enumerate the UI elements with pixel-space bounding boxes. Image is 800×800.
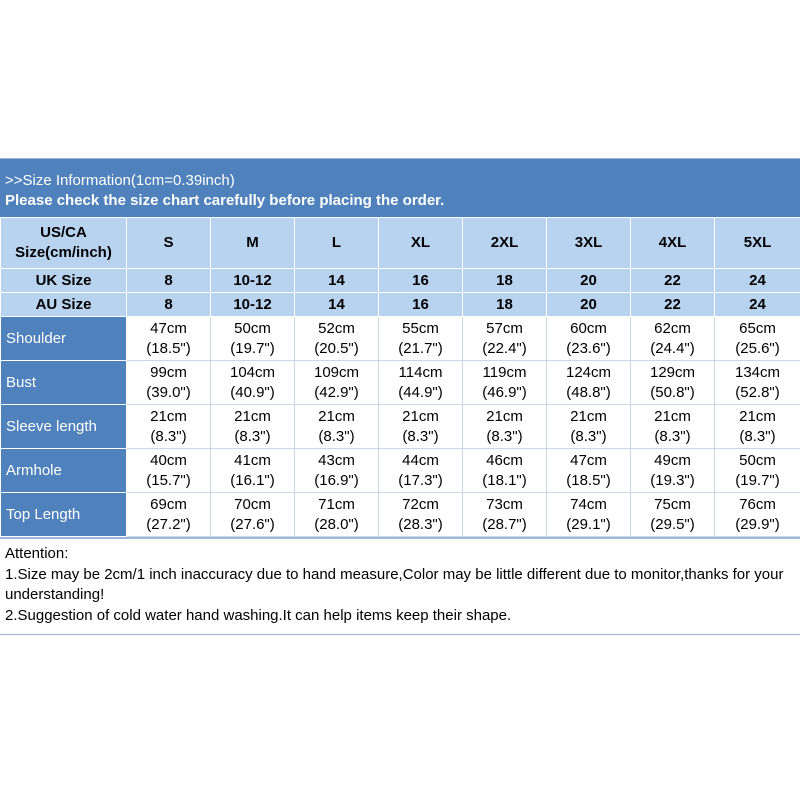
measurement-cell xyxy=(127,493,211,537)
measurement-inch: (42.9") xyxy=(314,383,359,401)
measurement-cell xyxy=(211,361,295,405)
measurement-cm: 21cm xyxy=(402,407,439,425)
measurement-cell xyxy=(463,405,547,449)
size-header-row xyxy=(1,218,800,269)
measurement-cm: 47cm xyxy=(150,319,187,337)
measurement-cm: 74cm xyxy=(570,495,607,513)
measurement-cell xyxy=(295,405,379,449)
measurement-cell xyxy=(295,317,379,361)
measurement-inch: (19.7") xyxy=(735,471,780,489)
measurement-cm: 50cm xyxy=(234,319,271,337)
au-size-value: 14 xyxy=(295,293,379,317)
measurement-inch: (40.9") xyxy=(230,383,275,401)
measurement-cm: 62cm xyxy=(654,319,691,337)
measurement-cell xyxy=(463,317,547,361)
measurement-cm: 55cm xyxy=(402,319,439,337)
au-size-value: 20 xyxy=(547,293,631,317)
measurement-cm: 21cm xyxy=(570,407,607,425)
size-header-l: L xyxy=(295,218,379,269)
size-header-3xl: 3XL xyxy=(547,218,631,269)
measurement-cm: 73cm xyxy=(486,495,523,513)
measurement-inch: (29.1") xyxy=(566,515,611,533)
measurement-row xyxy=(1,405,800,449)
measurement-inch: (19.3") xyxy=(650,471,695,489)
uk-size-label: UK Size xyxy=(1,269,127,293)
measurement-cell xyxy=(127,317,211,361)
measurement-label: Bust xyxy=(1,361,127,405)
measurement-cell xyxy=(379,405,463,449)
measurement-cell xyxy=(127,405,211,449)
measurement-cm: 71cm xyxy=(318,495,355,513)
measurement-inch: (19.7") xyxy=(230,339,275,357)
measurement-cm: 69cm xyxy=(150,495,187,513)
measurement-inch: (29.5") xyxy=(650,515,695,533)
measurement-inch: (8.3") xyxy=(654,427,691,445)
au-size-value: 18 xyxy=(463,293,547,317)
measurement-inch: (23.6") xyxy=(566,339,611,357)
corner-label-region: US/CA xyxy=(40,224,87,241)
corner-label-units: Size(cm/inch) xyxy=(15,244,112,261)
measurement-cell xyxy=(715,317,800,361)
uk-size-value: 16 xyxy=(379,269,463,293)
measurement-inch: (29.9") xyxy=(735,515,780,533)
measurement-cell xyxy=(463,361,547,405)
au-size-row xyxy=(1,293,800,317)
uk-size-value: 18 xyxy=(463,269,547,293)
measurement-cell xyxy=(379,361,463,405)
uk-size-value: 22 xyxy=(631,269,715,293)
measurement-cell xyxy=(295,493,379,537)
size-info-title: >>Size Information(1cm=0.39inch) xyxy=(5,172,235,189)
measurement-cell xyxy=(631,405,715,449)
measurement-inch: (20.5") xyxy=(314,339,359,357)
measurement-inch: (22.4") xyxy=(482,339,527,357)
measurement-inch: (8.3") xyxy=(150,427,187,445)
measurement-cm: 129cm xyxy=(649,363,696,381)
measurement-cell xyxy=(715,361,800,405)
measurement-inch: (18.5") xyxy=(566,471,611,489)
measurement-label: Top Length xyxy=(1,493,127,537)
measurement-row xyxy=(1,361,800,405)
measurement-inch: (27.2") xyxy=(146,515,191,533)
measurement-inch: (8.3") xyxy=(318,427,355,445)
measurement-inch: (52.8") xyxy=(735,383,780,401)
measurement-cell xyxy=(547,405,631,449)
measurement-row xyxy=(1,449,800,493)
measurement-cm: 47cm xyxy=(570,451,607,469)
measurement-cm: 21cm xyxy=(234,407,271,425)
au-size-value: 16 xyxy=(379,293,463,317)
measurement-cm: 124cm xyxy=(565,363,612,381)
size-header-2xl: 2XL xyxy=(463,218,547,269)
measurement-cm: 21cm xyxy=(739,407,776,425)
measurement-cm: 21cm xyxy=(318,407,355,425)
size-info-banner xyxy=(0,159,800,217)
attention-note-2: 2.Suggestion of cold water hand washing.It can help items keep their shape. xyxy=(5,606,512,624)
measurement-cm: 52cm xyxy=(318,319,355,337)
measurement-cell xyxy=(295,361,379,405)
measurement-inch: (48.8") xyxy=(566,383,611,401)
size-check-instruction: Please check the size chart carefully before placing the order. xyxy=(5,192,445,209)
measurement-inch: (21.7") xyxy=(398,339,443,357)
measurement-cell xyxy=(631,361,715,405)
measurement-cm: 134cm xyxy=(734,363,781,381)
measurement-cm: 119cm xyxy=(482,363,527,381)
measurement-cell xyxy=(463,493,547,537)
measurement-inch: (24.4") xyxy=(650,339,695,357)
measurement-cell xyxy=(715,493,800,537)
measurement-cell xyxy=(211,317,295,361)
measurement-inch: (18.1") xyxy=(482,471,527,489)
uk-size-row xyxy=(1,269,800,293)
measurement-cell xyxy=(127,449,211,493)
au-size-value: 10-12 xyxy=(211,293,295,317)
au-size-value: 24 xyxy=(715,293,800,317)
measurement-inch: (18.5") xyxy=(146,339,191,357)
au-size-value: 22 xyxy=(631,293,715,317)
measurement-inch: (16.9") xyxy=(314,471,359,489)
measurement-label: Shoulder xyxy=(1,317,127,361)
size-header-s: S xyxy=(127,218,211,269)
au-size-value: 8 xyxy=(127,293,211,317)
measurement-cm: 49cm xyxy=(654,451,691,469)
measurement-cell xyxy=(547,449,631,493)
uk-size-value: 14 xyxy=(295,269,379,293)
measurement-cm: 60cm xyxy=(570,319,607,337)
measurement-cm: 41cm xyxy=(234,451,271,469)
measurement-cm: 75cm xyxy=(654,495,691,513)
size-chart xyxy=(0,158,800,635)
measurement-cm: 57cm xyxy=(486,319,523,337)
measurement-cm: 46cm xyxy=(486,451,523,469)
measurement-cm: 50cm xyxy=(739,451,776,469)
measurement-inch: (46.9") xyxy=(482,383,527,401)
measurement-cell xyxy=(127,361,211,405)
measurement-inch: (27.6") xyxy=(230,515,275,533)
measurement-cm: 21cm xyxy=(486,407,523,425)
attention-title: Attention: xyxy=(5,545,69,562)
measurement-inch: (8.3") xyxy=(486,427,523,445)
measurement-cell xyxy=(211,405,295,449)
measurement-cell xyxy=(631,317,715,361)
measurement-cm: 21cm xyxy=(654,407,691,425)
size-header-xl: XL xyxy=(379,218,463,269)
au-size-label: AU Size xyxy=(1,293,127,317)
size-header-5xl: 5XL xyxy=(715,218,800,269)
measurement-cell xyxy=(715,405,800,449)
measurement-cm: 21cm xyxy=(150,407,187,425)
measurement-inch: (28.3") xyxy=(398,515,443,533)
measurement-cm: 114cm xyxy=(398,363,443,381)
measurement-cell xyxy=(547,493,631,537)
measurement-cm: 104cm xyxy=(229,363,276,381)
measurement-inch: (28.7") xyxy=(482,515,527,533)
measurement-cell xyxy=(547,317,631,361)
measurement-row xyxy=(1,317,800,361)
attention-note-1: 1.Size may be 2cm/1 inch inaccuracy due to hand measure,Color may be little different due to monitor,thanks for your understanding! xyxy=(5,565,784,603)
measurement-cell xyxy=(295,449,379,493)
measurement-inch: (39.0") xyxy=(146,383,191,401)
uk-size-value: 20 xyxy=(547,269,631,293)
uk-size-value: 10-12 xyxy=(211,269,295,293)
measurement-cm: 65cm xyxy=(739,319,776,337)
measurement-cell xyxy=(547,361,631,405)
measurement-cm: 109cm xyxy=(313,363,360,381)
measurement-inch: (8.3") xyxy=(234,427,271,445)
measurement-cell xyxy=(379,449,463,493)
measurement-inch: (8.3") xyxy=(570,427,607,445)
measurement-inch: (25.6") xyxy=(735,339,780,357)
measurement-cm: 76cm xyxy=(739,495,776,513)
size-table xyxy=(0,217,800,537)
measurement-inch: (8.3") xyxy=(402,427,439,445)
measurement-row xyxy=(1,493,800,537)
measurement-cm: 72cm xyxy=(402,495,439,513)
measurement-cm: 99cm xyxy=(150,363,187,381)
measurement-inch: (50.8") xyxy=(650,383,695,401)
measurement-inch: (28.0") xyxy=(314,515,359,533)
measurement-cm: 44cm xyxy=(402,451,439,469)
measurement-inch: (16.1") xyxy=(230,471,275,489)
measurement-label: Sleeve length xyxy=(1,405,127,449)
measurement-label: Armhole xyxy=(1,449,127,493)
measurement-cm: 43cm xyxy=(318,451,355,469)
size-header-4xl: 4XL xyxy=(631,218,715,269)
measurement-cm: 40cm xyxy=(150,451,187,469)
measurement-cell xyxy=(211,493,295,537)
measurement-cell xyxy=(631,493,715,537)
measurement-cm: 70cm xyxy=(234,495,271,513)
measurement-cell xyxy=(211,449,295,493)
measurement-cell xyxy=(715,449,800,493)
attention-notes xyxy=(0,537,800,635)
measurement-cell xyxy=(631,449,715,493)
measurement-inch: (44.9") xyxy=(398,383,443,401)
measurement-inch: (17.3") xyxy=(398,471,443,489)
measurement-cell xyxy=(379,317,463,361)
measurement-cell xyxy=(379,493,463,537)
measurement-inch: (15.7") xyxy=(146,471,191,489)
measurement-inch: (8.3") xyxy=(739,427,776,445)
measurement-cell xyxy=(463,449,547,493)
size-header-m: M xyxy=(211,218,295,269)
uk-size-value: 8 xyxy=(127,269,211,293)
corner-cell xyxy=(1,218,127,269)
uk-size-value: 24 xyxy=(715,269,800,293)
